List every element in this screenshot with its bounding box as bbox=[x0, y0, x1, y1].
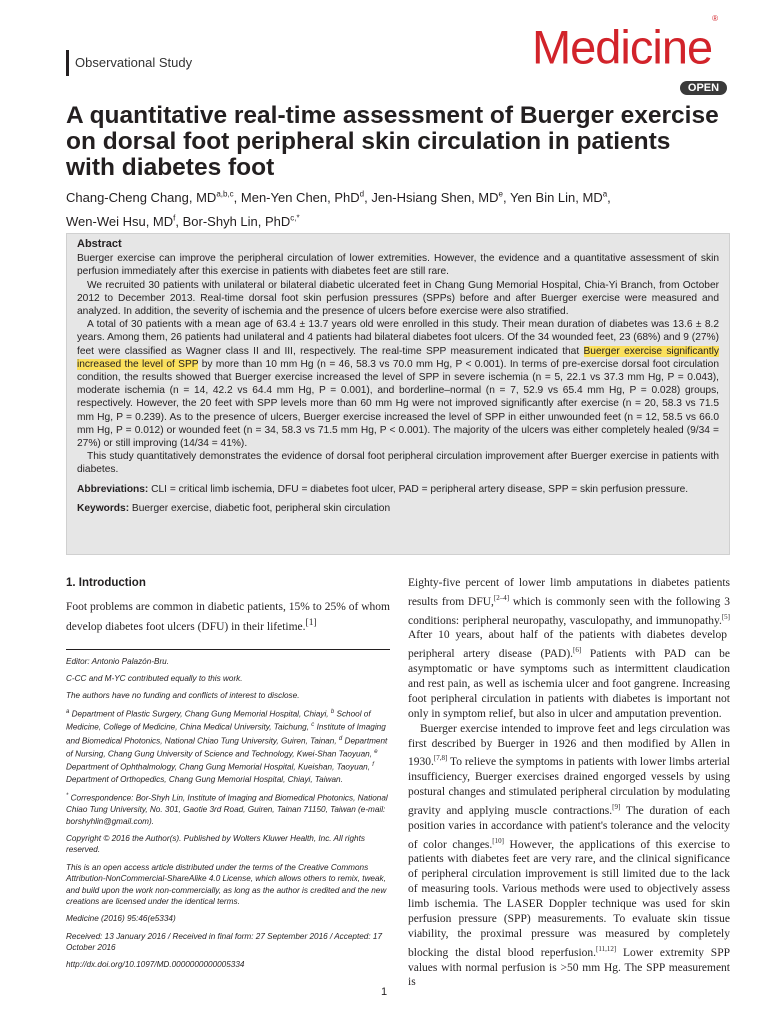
abstract-methods: We recruited 30 patients with unilateral or bilateral diabetic ulcerated feet in Chang Gung Memorial Hospital, Chia-Yi Branch, from October 2012 to December 2013. Real-time dorsal foot skin perfusion pressures (SPPs) before and after Buerger exercise were measured and analyzed. In addition, the severity of ischemia and the presence of ulcers before exercise were also stratified. bbox=[77, 279, 719, 318]
author-list bbox=[66, 185, 726, 232]
article-title: A quantitative real-time assessment of Buerger exercise on dorsal foot peripheral skin circulation in patients with diabetes foot bbox=[66, 102, 719, 181]
affiliation-marker: c,* bbox=[290, 213, 300, 223]
article-type-label: Observational Study bbox=[66, 50, 192, 76]
article-notes bbox=[66, 656, 390, 971]
citation-ref: [5] bbox=[721, 612, 730, 621]
introduction-heading: 1. Introduction bbox=[66, 577, 146, 589]
citation-ref: [11,12] bbox=[596, 944, 617, 953]
author: Wen-Wei Hsu, $MD^f$, bbox=[66, 213, 183, 229]
journal-logo bbox=[532, 14, 728, 74]
abstract-heading: Abstract bbox=[77, 238, 122, 250]
footnote-divider bbox=[66, 649, 390, 650]
abstract-background: Buerger exercise can improve the peripheral circulation of lower extremities. However, the evidence and a quantitative assessment of skin perfusion immediately after this exercise in patients with diabetes feet are still rare. bbox=[77, 253, 719, 278]
body-paragraph: Eighty-five percent of lower limb amputations in diabetes patients results from DFU,[2–4] which is commonly seen with the following 3 conditions: peripheral neuropathy, vasculopathy, and immunopathy.[5] After 10 years, about half of the patients with diabetes develop peripheral artery disease (PAD).[6] Patients with PAD can be asymptomatic or have symptoms such as intermittent claudication and rest pain, as well as ischemia ulcer and foot gangrene. Increasing foot peripheral circulation in patients with diabetes is important not only in symptom relief, but also in ulcer and amputation prevention. bbox=[408, 577, 730, 720]
affiliation-marker: a bbox=[602, 190, 608, 199]
left-column bbox=[66, 576, 390, 976]
correspondence: * Correspondence: Bor-Shyh Lin, Institute of Imaging and Biomedical Photonics, National Chiao Tung University, No. 301, Gaotie 3rd Road, Guiren, Tainan 71150, Taiwan (e-mail: borshyhlin@gmail.com). bbox=[66, 792, 388, 826]
editor-note: Editor: Antonio Palazón-Bru. bbox=[66, 656, 170, 666]
affiliation-marker: a,b,c bbox=[216, 190, 234, 199]
abstract-results: A total of 30 patients with a mean age of 63.4 ± 13.7 years old were enrolled in this study. Their mean duration of diabetes was 13.6 ± 8.2 years. Among them, 26 patients had unilateral and 4 patients had bilateral diabetes foot ulcers. Of the 34 wounded feet, 23 (68%) and 9 (27%) feet were classified as Wagner class II and III, respectively. The real-time SPP measurement indicated that Buerger exercise significantly increased the level of SPP by more than 10 mm Hg (n = 46, 58.3 vs 70.0 mm Hg, P < 0.001). In terms of pre-exercise dorsal foot circulation condition, the results showed that Buerger exercise increased the level of SPP in severe ischemia (n = 5, 22.1 vs 37.3 mm Hg, P = 0.043), moderate ischemia (n = 14, 42.2 vs 64.4 mm Hg, P = 0.001), and borderline–normal (n = 7, 52.9 vs 65.4 mm Hg, P = 0.028) groups, respectively. However, the 20 feet with SPP levels more than 60 mm Hg were not improved significantly after exercise (n = 20, 58.3 vs 71.5 mm Hg, P = 0.239). As to the presence of ulcers, Buerger exercise increased the level of SPP in either unwounded feet (n = 12, 58.5 vs 66.0 mm Hg, P = 0.012) or wounded feet (n = 34, 58.3 vs 71.5 mm Hg, P < 0.001). The majority of the ulcers was either completely healed (9/34 = 27%) or still improving (14/34 = 41%). bbox=[77, 319, 719, 450]
affiliation-marker: f bbox=[173, 213, 176, 223]
open-access-badge: OPEN bbox=[680, 81, 727, 95]
citation-ref: [10] bbox=[492, 836, 504, 845]
affiliation-marker: d bbox=[359, 190, 365, 199]
author: Chang-Cheng Chang, MD$^{a,b,c}$, bbox=[66, 190, 241, 206]
body-paragraph: Buerger exercise intended to improve feet and legs circulation was first described by Buerger in 1926 and then modified by Allen in 1930.[7,8] To relieve the symptoms in patients with lower limbs arterial insufficiency, Buerger exercises drained engorged vessels by using postural changes and stimulated peripheral circulation by modulating gravity and applying muscle contractions.[9] The duration of each position varies in accordance with patient's tolerance and the velocity of color changes.[10] However, the applications of this exercise to patients with diabetes feet are very rare, and the clinical significance of peripheral circulation improvement is still limited due to the lack of measuring tools. Various methods were used to objectively assess limb ischemia. The LASER Doppler technique was used for skin perfusion pressure (SPP) measurements. To evaluate skin tissue viability, the proximal pressure was measured by completely blocking the distal blood reperfusion.[11,12] Lower extremity SPP values with normal perfusion is >50 mm Hg. The SPP measurement is bbox=[408, 722, 731, 989]
citation-ref: [1] bbox=[305, 617, 317, 628]
dates: Received: 13 January 2016 / Received in final form: 27 September 2016 / Accepted: 17 October 2016 bbox=[66, 931, 383, 953]
abstract-box bbox=[66, 233, 730, 555]
citation-ref: [2–4] bbox=[493, 593, 510, 602]
affiliations: $^a$ Department of Plastic Surgery, Chang Gung Memorial Hospital, Chiayi, $^b$ School of Medicine, College of Medicine, China Medical University, Taichung, $^c$ Institute of Imaging and Biomedical Photonics, National Chiao Tung University, Guiren, Tainan, $^d$ Department of Nursing, Chang Gung University of Science and Technology, Kwei-Shan Taoyuan, $^e$ Department of Ophthalmology, Chang Gung Memorial Hospital, Kueishan, Taoyuan, $^f$ Department of Orthopedics, Chang Gung Memorial Hospital, Chiayi, Taiwan. bbox=[66, 709, 388, 784]
affiliation-marker: e bbox=[498, 190, 503, 199]
keywords: Keywords: Buerger exercise, diabetic foot, peripheral skin circulation bbox=[77, 502, 391, 514]
author: Jen-Hsiang Shen, MDe, bbox=[371, 190, 510, 206]
citation-ref: [6] bbox=[573, 646, 582, 655]
copyright: Copyright © 2016 the Author(s). Published by Wolters Kluwer Health, Inc. All rights reserved. bbox=[66, 833, 365, 855]
abbreviations: Abbreviations: CLI = critical limb ischemia, DFU = diabetes foot ulcer, PAD = peripheral artery disease, SPP = skin perfusion pressure. bbox=[77, 483, 689, 495]
citation-ref: [9] bbox=[612, 803, 621, 811]
doi-link[interactable]: http://dx.doi.org/10.1097/MD.0000000000005334 bbox=[66, 960, 245, 970]
journal-name: Medicine bbox=[532, 20, 713, 74]
introduction-text: Foot problems are common in diabetic patients, 15% to 25% of whom develop diabetes foot ulcers (DFU) in their lifetime.[1] bbox=[66, 601, 390, 633]
license: This is an open access article distributed under the terms of the Creative Commons Attribution-NonCommercial-ShareAlike 4.0 License, which allows others to remix, tweak, and build upon the work non-commercially, as long as the author is credited and the new creations are licensed under the identical terms. bbox=[66, 862, 387, 907]
author: Bor-Shyh Lin, PhD$^{c,*}$ bbox=[182, 213, 300, 229]
citation: Medicine (2016) 95:46(e5334) bbox=[66, 914, 176, 924]
registered-mark: ® bbox=[712, 14, 718, 23]
author: Men-Yen Chen, PhD$^d$, bbox=[240, 190, 372, 206]
citation-ref: [7,8] bbox=[433, 754, 448, 763]
page-number: 1 bbox=[380, 986, 388, 998]
funding-note: The authors have no funding and conflicts of interest to disclose. bbox=[66, 691, 300, 701]
abstract-conclusion: This study quantitatively demonstrates the evidence of dorsal foot peripheral circulation improvement after Buerger exercise in patients with diabetes. bbox=[77, 451, 719, 476]
right-column bbox=[408, 576, 730, 990]
highlighted-text: Buerger exercise significantly increased the level of SPP bbox=[77, 345, 719, 370]
author: Yen Bin Lin, $MD^a$, bbox=[509, 190, 611, 206]
equal-contribution-note: C-CC and M-YC contributed equally to this work. bbox=[66, 673, 243, 683]
